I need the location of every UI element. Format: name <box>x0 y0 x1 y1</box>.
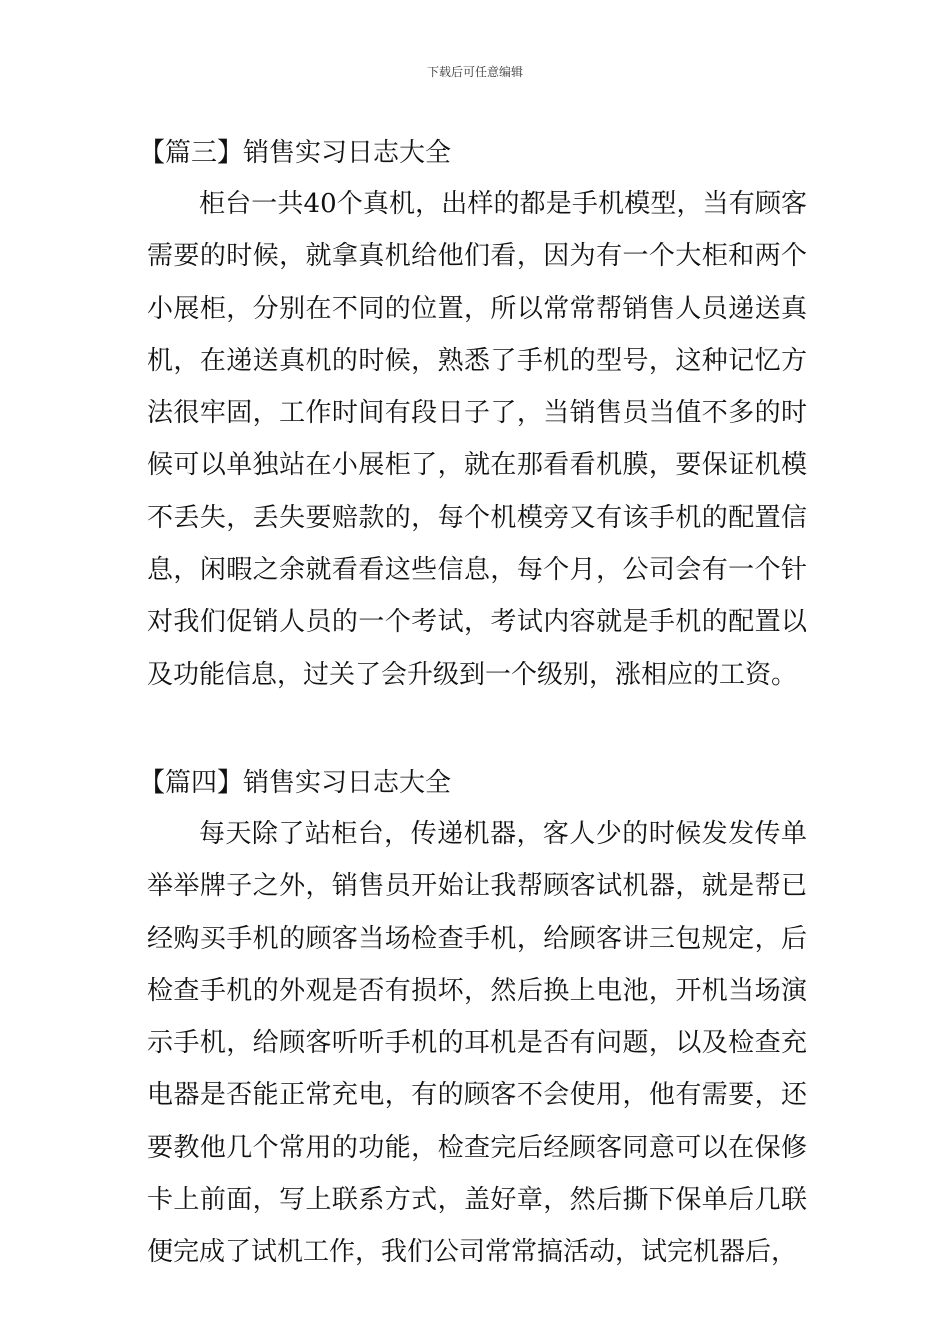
section-title: 【篇三】销售实习日志大全 <box>139 138 452 168</box>
section-gap <box>147 701 807 758</box>
section-3 <box>139 128 807 701</box>
section-paragraph: 每天除了站柜台，传递机器，客人少的时候发发传单举举牌子之外，销售员开始让我帮顾客试机器，就是帮已经购买手机的顾客当场检查手机，给顾客讲三包规定，后检查手机的外观是否有损坏，然后换上电池，开机当场演示手机，给顾客听听手机的耳机是否有问题，以及检查充电器是否能正常充电，有的顾客不会使用，他有需要，还要教他几个常用的功能，检查完后经顾客同意可以在保修卡上前面，写上联系方式，盖好章，然后撕下保单后几联便完成了试机工作，我们公司常常搞活动，试完机器后， <box>147 818 807 1268</box>
document-body <box>139 128 807 1279</box>
section-4 <box>139 758 807 1279</box>
page-header: 下载后可任意编辑 <box>426 65 523 79</box>
section-title: 【篇四】销售实习日志大全 <box>139 767 452 798</box>
section-paragraph: 柜台一共40个真机，出样的都是手机模型，当有顾客需要的时候，就拿真机给他们看，因为有一个大柜和两个小展柜，分别在不同的位置，所以常常帮销售人员递送真机，在递送真机的时候，熟悉了手机的型号，这种记忆方法很牢固，工作时间有段日子了，当销售员当值不多的时候可以单独站在小展柜了，就在那看看机膜，要保证机模不丢失，丢失要赔款的，每个机模旁又有该手机的配置信息，闲暇之余就看看这些信息，每个月，公司会有一个针对我们促销人员的一个考试，考试内容就是手机的配置以及功能信息，过关了会升级到一个级别，涨相应的工资。 <box>147 189 807 690</box>
